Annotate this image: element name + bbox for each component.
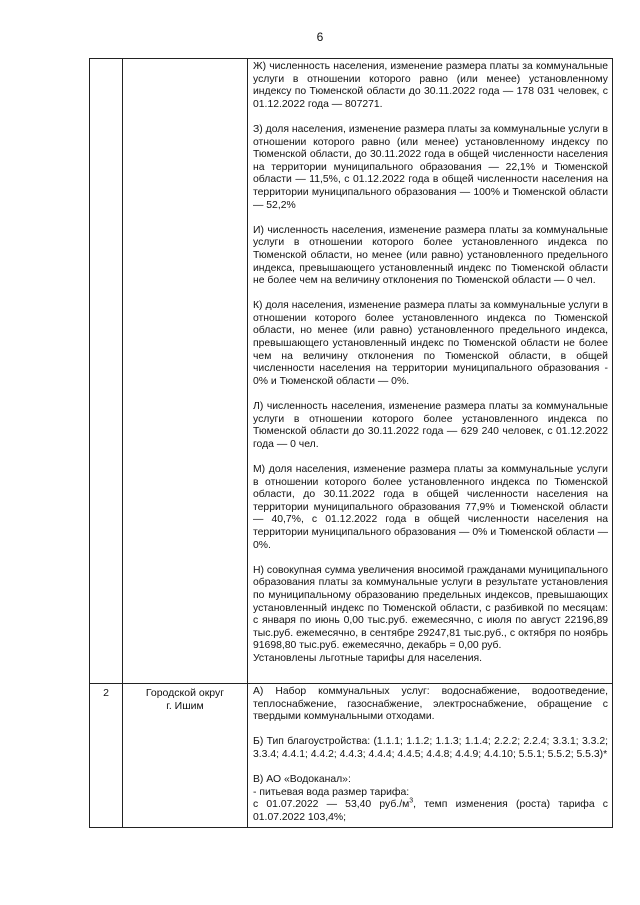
data-table <box>89 58 613 828</box>
paragraph-v-title: В) АО «Водоканал»: <box>253 774 351 786</box>
content-cell <box>248 684 613 828</box>
paragraph-n: Н) совокупная сумма увеличения вносимой гражданами муниципального образования платы за коммунальные услуги в результате установления по муниципальному образованию предельных индексов, превышающих установленный индекс по Тюменской области, с разбивкой по месяцам: с января по июнь 0,00 тыс.руб. ежемесячно, с июля по август 22196,89 тыс.руб. ежемесячно, в сентябре 29247,81 тыс.руб., с октября по ноябрь 91698,80 тыс.руб. ежемесячно, декабрь = 0,00 руб. <box>253 564 608 652</box>
paragraph-v-line2 <box>253 799 608 824</box>
paragraph-zh: Ж) численность населения, изменение размера платы за коммунальные услуги в отношении которого равно (или менее) установленному индексу по Тюменской области до 30.11.2022 года — 178 031 человек, с 01.12.2022 года — 807271. <box>253 61 608 110</box>
municipality-name-line2: г. Ишим <box>166 700 204 712</box>
paragraph-closing: Установлены льготные тарифы для населения. <box>253 652 483 664</box>
paragraph-b: Б) Тип благоустройства: (1.1.1; 1.1.2; 1.1.3; 1.1.4; 2.2.2; 2.2.4; 3.3.1; 3.3.2; 3.3.4; 4.4.1; 4.4.2; 4.4.3; 4.4.4; 4.4.5; 4.4.8; 4.4.9; 4.4.10; 5.5.1; 5.5.2; 5.5.3)* <box>253 736 608 760</box>
row-number-cell <box>90 59 123 684</box>
paragraph-a: А) Набор коммунальных услуг: водоснабжение, водоотведение, теплоснабжение, газоснабжение, электроснабжение, обращение с твердыми коммунальными отходами. <box>253 686 608 723</box>
paragraph-l: Л) численность населения, изменение размера платы за коммунальные услуги в отношении которого более установленного индекса по Тюменской области до 30.11.2022 года — 629 240 человек, с 01.12.2022 года — 0 чел. <box>253 401 608 450</box>
paragraph-k: К) доля населения, изменение размера платы за коммунальные услуги в отношении которого более установленного индекса по Тюменской области, но менее (или равно) установленного предельного индекса, превышающего установленный индекс по Тюменской области не более чем на величину отклонения по Тюменской области, в общей численности населения на территории муниципального образования - 0% и Тюменской области — 0%. <box>253 300 608 387</box>
row-number-cell: 2 <box>90 684 123 828</box>
table-row <box>90 59 613 684</box>
tariff-change-text: , темп изменения (роста) тарифа с 01.07.2022 103,4%; <box>253 799 609 823</box>
municipality-cell <box>123 59 248 684</box>
municipality-name-line1: Городской округ <box>145 687 225 699</box>
table-row <box>90 684 613 828</box>
content-cell <box>248 59 613 684</box>
municipality-cell <box>123 684 248 828</box>
paragraph-i: И) численность населения, изменение размера платы за коммунальные услуги в отношении которого более установленного индекса по Тюменской области, но менее (или равно) установленного предельного индекса, превышающего установленный индекс по Тюменской области не более чем на величину отклонения по Тюменской области — 0 чел. <box>253 224 608 287</box>
tariff-text: с 01.07.2022 — 53,40 руб./м <box>253 799 410 811</box>
paragraph-m: М) доля населения, изменение размера платы за коммунальные услуги в отношении которого более установленного индекса по Тюменской области, до 30.11.2022 года в общей численности населения на территории муниципального образования 77,9% и Тюменской области — 40,7%, с 01.12.2022 года в общей численности населения на территории муниципального образования — 0% и Тюменской области — 0%. <box>253 464 608 551</box>
page-number: 6 <box>316 30 324 44</box>
paragraph-z: З) доля населения, изменение размера платы за коммунальные услуги в отношении которого равно (или менее) установленному индексу по Тюменской области, до 30.11.2022 года в общей численности населения на территории муниципального образования — 22,1% и Тюменской области — 11,5%, с 01.12.2022 года в общей численности населения на территории муниципального образования — 100% и Тюменской области — 52,2% <box>253 123 608 211</box>
paragraph-v-line1: - питьевая вода размер тарифа: <box>253 786 410 798</box>
unit-superscript: 3 <box>409 797 414 805</box>
